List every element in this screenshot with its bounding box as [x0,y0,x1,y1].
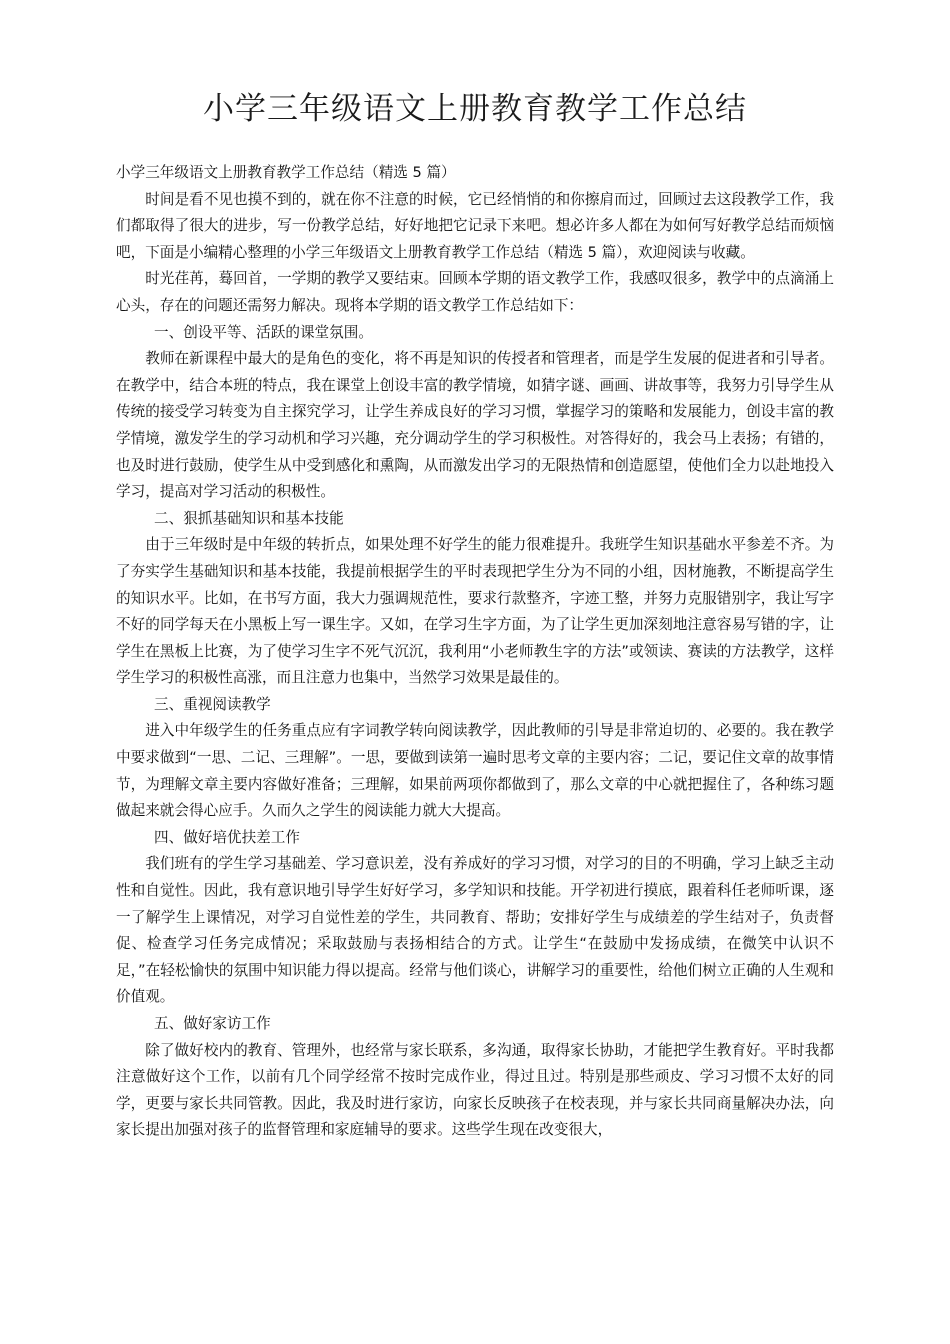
section-body-1: 教师在新课程中最大的是角色的变化，将不再是知识的传授者和管理者，而是学生发展的促进者和引导者。在教学中，结合本班的特点，我在课堂上创设丰富的教学情境，如猜字谜、画画、讲故事等，我努力引导学生从传统的接受学习转变为自主探究学习，让学生养成良好的学习习惯，掌握学习的策略和发展能力，创设丰富的教学情境，激发学生的学习动机和学习兴趣，充分调动学生的学习积极性。对答得好的，我会马上表扬；有错的，也及时进行鼓励，使学生从中受到感化和熏陶，从而激发出学习的无限热情和创造愿望，使他们全力以赴地投入学习，提高对学习活动的积极性。 [116,350,834,501]
section-heading-2: 二、狠抓基础知识和基本技能 [154,509,344,527]
section-body-3: 进入中年级学生的任务重点应有字词教学转向阅读教学，因此教师的引导是非常迫切的、必要的。我在教学中要求做到“一思、二记、三理解”。一思，要做到读第一遍时思考文章的主要内容；二记，要记住文章的故事情节，为理解文章主要内容做好准备；三理解，如果前两项你都做到了，那么文章的中心就把握住了，各种练习题做起来就会得心应手。久而久之学生的阅读能力就大大提高。 [116,722,834,820]
section-body-4: 我们班有的学生学习基础差、学习意识差，没有养成好的学习习惯，对学习的目的不明确，学习上缺乏主动性和自觉性。因此，我有意识地引导学生好好学习，多学知识和技能。开学初进行摸底，跟着科任老师听课，逐一了解学生上课情况，对学习自觉性差的学生，共同教育、帮助；安排好学生与成绩差的学生结对子，负责督促、检查学习任务完成情况；采取鼓励与表扬相结合的方式。让学生“在鼓励中发扬成绩，在微笑中认识不足，”在轻松愉快的氛围中知识能力得以提高。经常与他们谈心，讲解学习的重要性，给他们树立正确的人生观和价值观。 [116,855,834,1006]
section-heading-3: 三、重视阅读教学 [154,695,271,713]
opening-paragraph: 时光荏苒，蓦回首，一学期的教学又要结束。回顾本学期的语文教学工作，我感叹很多，教学中的点滴涌上心头，存在的问题还需努力解决。现将本学期的语文教学工作总结如下： [116,270,834,314]
document-subtitle: 小学三年级语文上册教育教学工作总结（精选 5 篇） [116,164,456,181]
section-heading-1: 一、创设平等、活跃的课堂氛围。 [154,323,373,341]
section-heading-4: 四、做好培优扶差工作 [154,828,300,846]
section-body-2: 由于三年级时是中年级的转折点，如果处理不好学生的能力很难提升。我班学生知识基础水平参差不齐。为了夯实学生基础知识和基本技能，我提前根据学生的平时表现把学生分为不同的小组，因材施教，不断提高学生的知识水平。比如，在书写方面，我大力强调规范性，要求行款整齐，字迹工整，并努力克服错别字，我让写字不好的同学每天在小黑板上写一课生字。又如，在学习生字方面，为了让学生更加深刻地注意容易写错的字，让学生在黑板上比赛，为了使学习生字不死气沉沉，我利用“小老师教生字的方法”或领读、赛读的方法教学，这样学生学习的积极性高涨，而且注意力也集中，当然学习效果是最佳的。 [116,536,834,687]
document-title: 小学三年级语文上册教育教学工作总结 [203,91,747,127]
section-body-5: 除了做好校内的教育、管理外，也经常与家长联系，多沟通，取得家长协助，才能把学生教育好。平时我都注意做好这个工作，以前有几个同学经常不按时完成作业，得过且过。特别是那些顽皮、学习习惯不太好的同学，更要与家长共同管教。因此，我及时进行家访，向家长反映孩子在校表现，并与家长共同商量解决办法，向家长提出加强对孩子的监督管理和家庭辅导的要求。这些学生现在改变很大， [116,1041,834,1139]
section-heading-5: 五、做好家访工作 [154,1015,271,1032]
intro-paragraph: 时间是看不见也摸不到的，就在你不注意的时候，它已经悄悄的和你擦肩而过，回顾过去这段教学工作，我们都取得了很大的进步，写一份教学总结，好好地把它记录下来吧。想必许多人都在为如何写好教学总结而烦恼吧，下面是小编精心整理的小学三年级语文上册教育教学工作总结（精选 5 篇），欢迎阅读与收藏。 [116,190,834,261]
document-body [116,160,834,1144]
